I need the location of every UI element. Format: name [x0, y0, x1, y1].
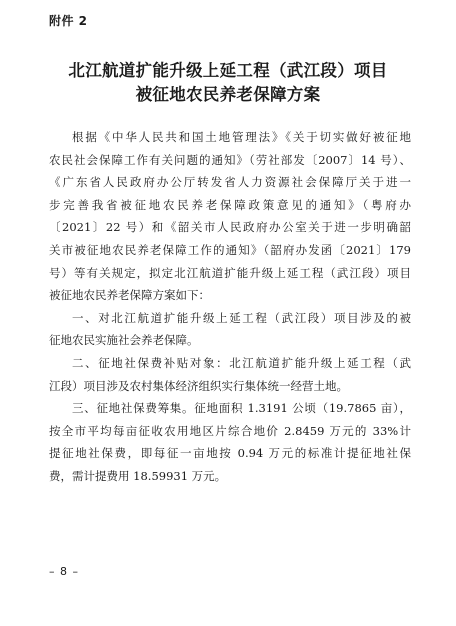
body-line: 农民社会保障工作有关问题的通知》（劳社部发〔2007〕14 号）、 — [49, 152, 411, 167]
body-line: 《广东省人民政府办公厅转发省人力资源社会保障厅关于进一 — [49, 175, 411, 190]
body-line: 步完善我省被征地农民养老保障政策意见的通知》（粤府办 — [49, 197, 411, 212]
body-line: 三、征地社保费筹集。征地面积 1.3191 公顷（19.7865 亩）， — [72, 401, 411, 416]
body-line: 提征地社保费，即每征一亩地按 0.94 万元的标准计提征地社保 — [49, 446, 411, 461]
document-title-line-1: 北江航道扩能升级上延工程（武江段）项目 — [68, 61, 388, 80]
body-line: 被征地农民养老保障方案如下： — [49, 288, 210, 303]
body-line: 号）等有关规定，拟定北江航道扩能升级上延工程（武江段）项目 — [49, 265, 411, 280]
body-line: 一、对北江航道扩能升级上延工程（武江段）项目涉及的被 — [72, 310, 411, 325]
body-line: 征地农民实施社会养老保障。 — [49, 333, 199, 348]
body-line: 江段）项目涉及农村集体经济组织实行集体统一经营土地。 — [49, 378, 348, 393]
body-line: 费，需计提费用 18.59931 万元。 — [49, 468, 227, 483]
body-line: 根据《中华人民共和国土地管理法》《关于切实做好被征地 — [72, 130, 411, 144]
body-line: 〔2021〕22 号）和《韶关市人民政府办公室关于进一步明确韶 — [49, 220, 411, 235]
page-number: – 8 – — [49, 565, 79, 578]
body-line: 按全市平均每亩征收农用地区片综合地价 2.8459 万元的 33%计 — [49, 423, 411, 438]
body-line: 关市被征地农民养老保障工作的通知》（韶府办发函〔2021〕179 — [49, 242, 411, 257]
body-line: 二、征地社保费补贴对象：北江航道扩能升级上延工程（武 — [72, 355, 411, 370]
document-title-line-2: 被征地农民养老保障方案 — [135, 85, 321, 104]
document-body — [49, 126, 411, 488]
attachment-label: 附件 2 — [49, 14, 88, 28]
